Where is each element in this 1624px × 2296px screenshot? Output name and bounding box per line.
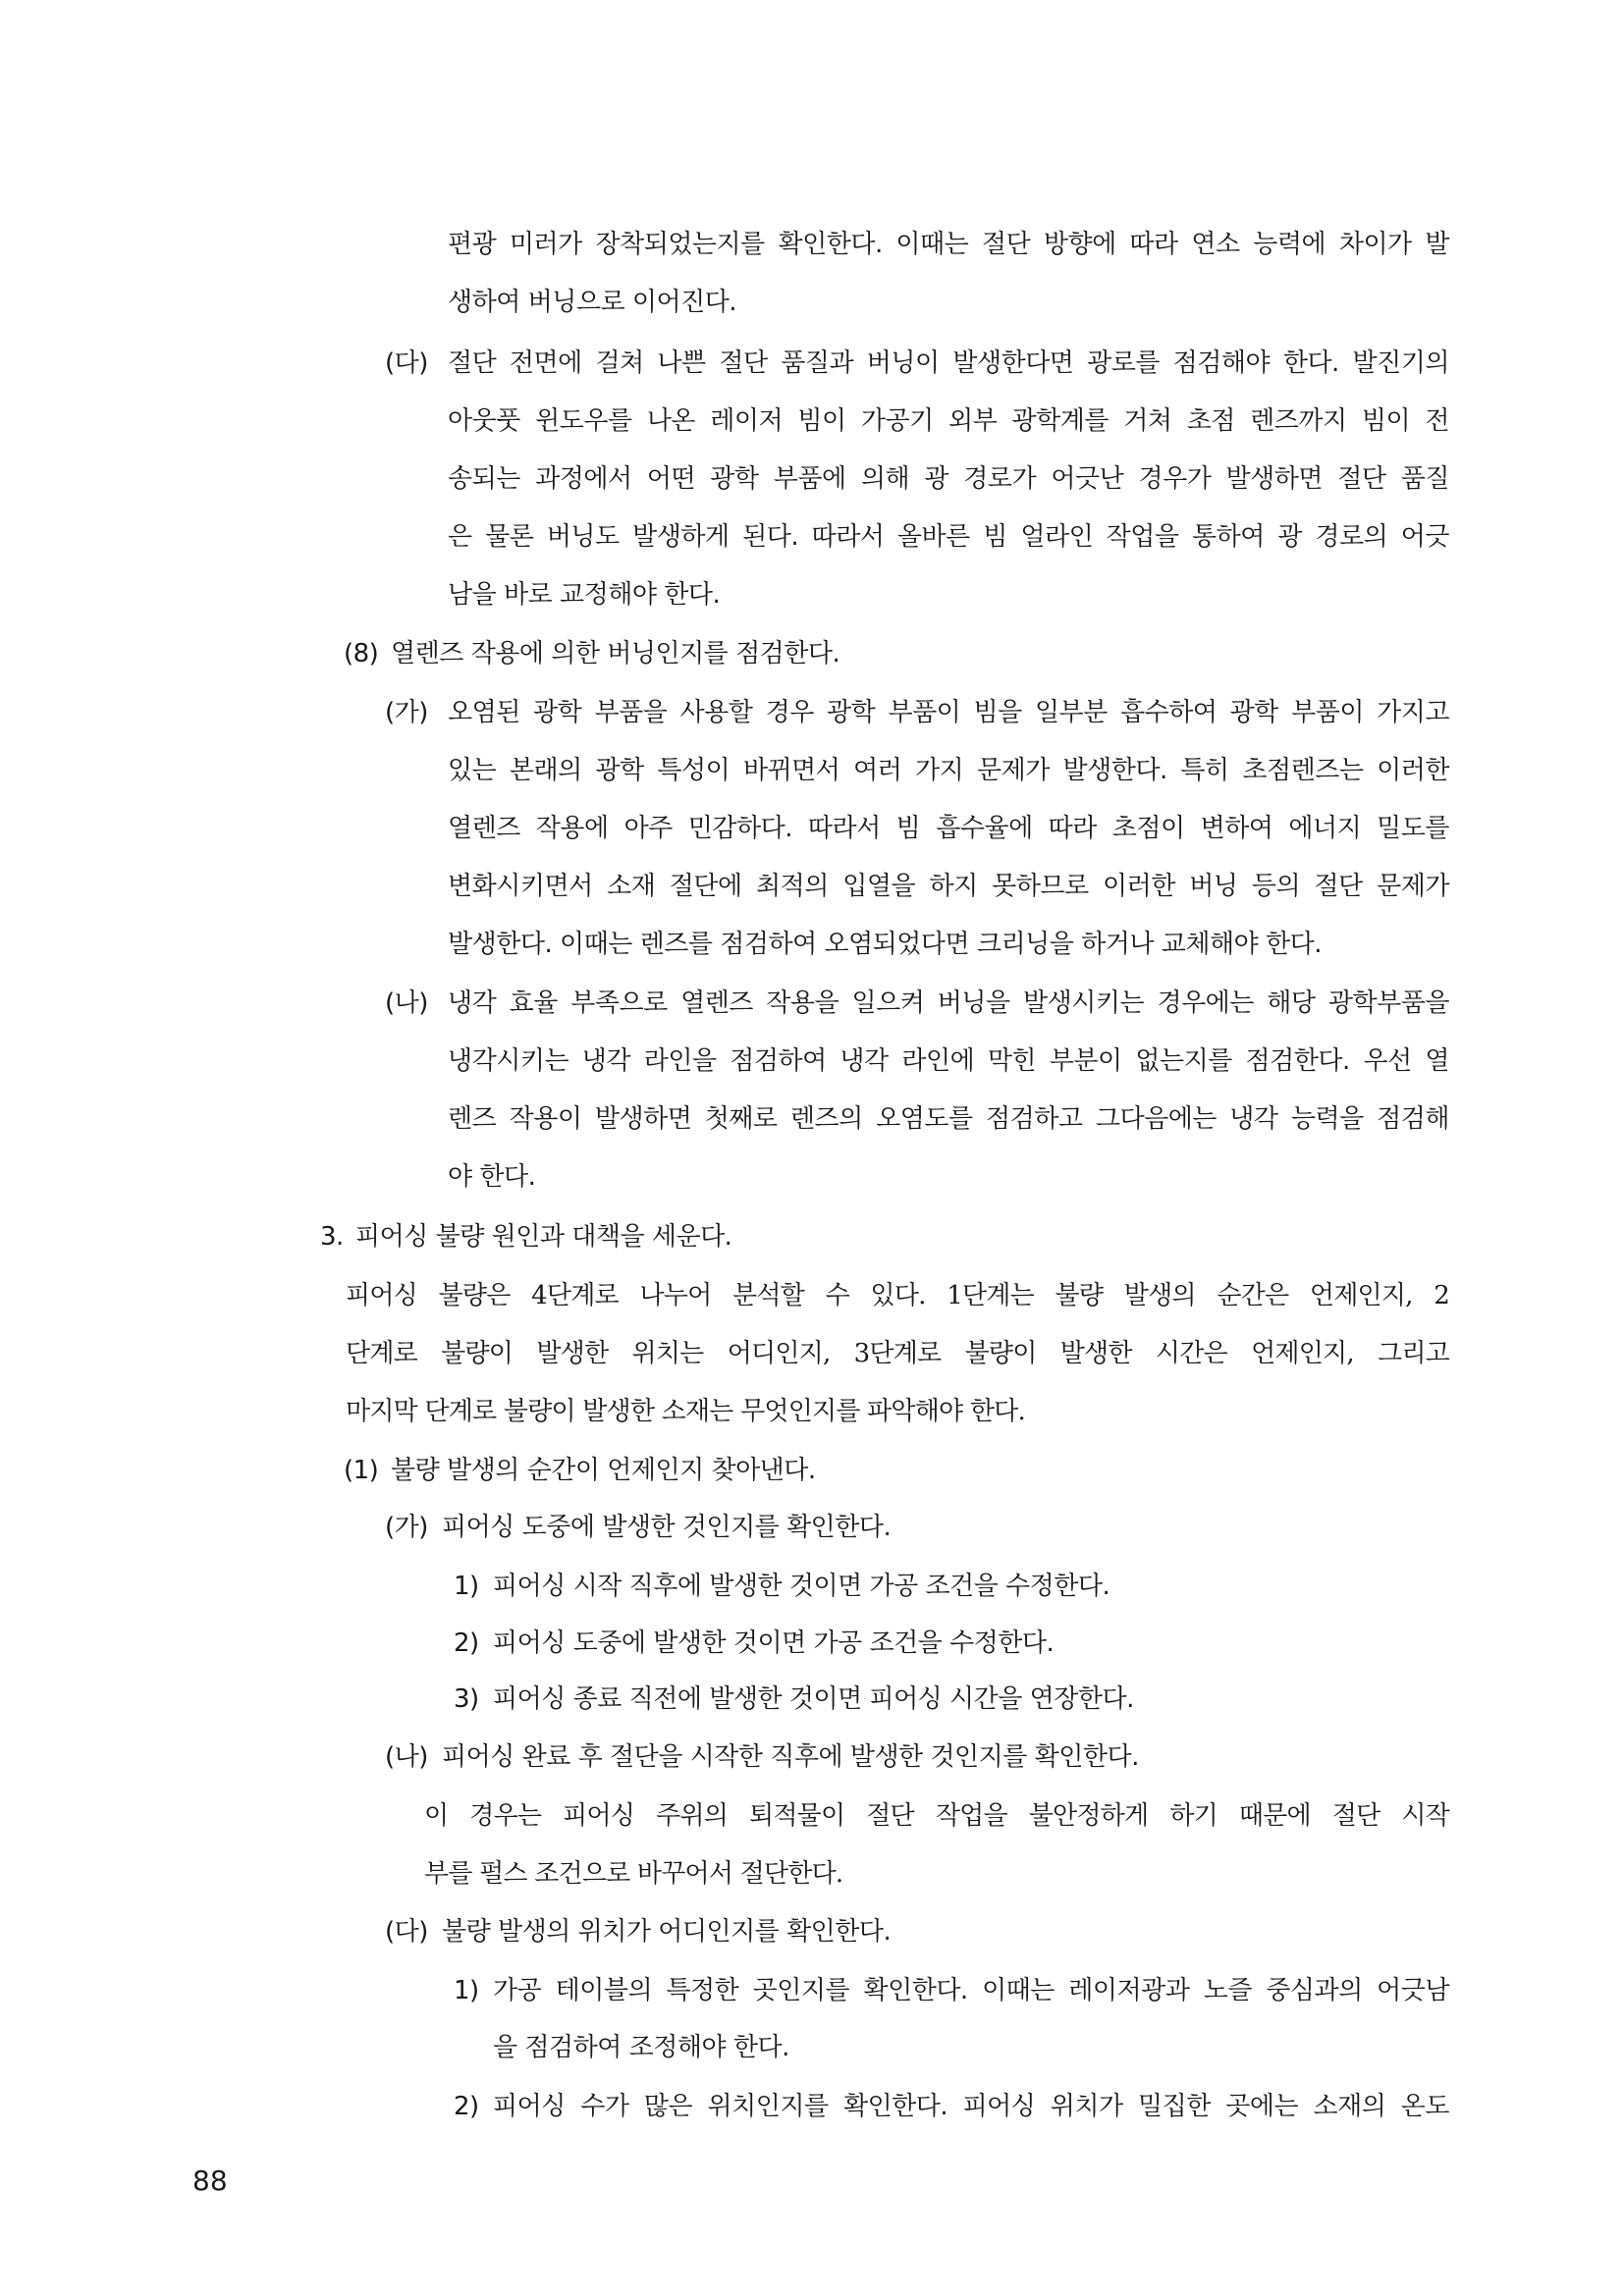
text-line: 은 물론 버닝도 발생하게 된다. 따라서 올바른 빔 얼라인 작업을 통하여 광 경로의 어긋 xyxy=(448,522,1449,552)
text-line: 피어싱 완료 후 절단을 시작한 직후에 발생한 것인지를 확인한다. xyxy=(442,1742,1139,1772)
text-line: 피어싱 시작 직후에 발생한 것이면 가공 조건을 수정한다. xyxy=(493,1572,1110,1601)
text-line: 냉각 효율 부족으로 열렌즈 작용을 일으켜 버닝을 발생시키는 경우에는 해당 광학부품을 xyxy=(448,988,1449,1018)
text-line: 피어싱 도중에 발생한 것이면 가공 조건을 수정한다. xyxy=(493,1629,1055,1658)
list-marker: (1) xyxy=(344,1456,379,1485)
text-line: 열렌즈 작용에 아주 민감하다. 따라서 빔 흡수율에 따라 초점이 변하여 에너지 밀도를 xyxy=(448,814,1449,843)
text-line: 오염된 광학 부품을 사용할 경우 광학 부품이 빔을 일부분 흡수하여 광학 부품이 가지고 xyxy=(448,698,1449,727)
text-line: 단계로 불량이 발생한 위치는 어디인지, 3단계로 불량이 발생한 시간은 언제인지, 그리고 xyxy=(346,1339,1449,1368)
list-marker: 1) xyxy=(454,1572,479,1601)
text-line: 변화시키면서 소재 절단에 최적의 입열을 하지 못하므로 이러한 버닝 등의 절단 문제가 xyxy=(448,872,1449,901)
list-marker: (나) xyxy=(385,988,428,1018)
text-line: 피어싱 종료 직전에 발생한 것이면 피어싱 시간을 연장한다. xyxy=(493,1684,1134,1714)
text-line: 송되는 과정에서 어떤 광학 부품에 의해 광 경로가 어긋난 경우가 발생하면 절단 품질 xyxy=(448,464,1449,494)
list-marker: (나) xyxy=(385,1742,428,1772)
text-line: 발생한다. 이때는 렌즈를 점검하여 오염되었다면 크리닝을 하거나 교체해야 한다. xyxy=(448,930,1322,959)
subheading-text: 불량 발생의 순간이 언제인지 찾아낸다. xyxy=(391,1456,816,1485)
list-marker: (가) xyxy=(385,1513,428,1542)
text-line: 이 경우는 피어싱 주위의 퇴적물이 절단 작업을 불안정하게 하기 때문에 절단 시작 xyxy=(424,1801,1449,1831)
text-line: 피어싱 도중에 발생한 것인지를 확인한다. xyxy=(442,1513,892,1542)
list-marker: 1) xyxy=(454,1976,479,2005)
list-marker: 2) xyxy=(454,2092,479,2121)
section-number: 3. xyxy=(320,1222,344,1252)
text-line: 냉각시키는 냉각 라인을 점검하여 냉각 라인에 막힌 부분이 없는지를 점검한다. 우선 열 xyxy=(448,1046,1449,1076)
list-marker: (다) xyxy=(385,1917,428,1947)
text-line: 부를 펄스 조건으로 바꾸어서 절단한다. xyxy=(424,1859,843,1889)
list-marker: 2) xyxy=(454,1629,479,1658)
section-title: 피어싱 불량 원인과 대책을 세운다. xyxy=(355,1222,732,1252)
text-line: 절단 전면에 걸쳐 나쁜 절단 품질과 버닝이 발생한다면 광로를 점검해야 한다. 발진기의 xyxy=(448,348,1449,378)
text-line: 야 한다. xyxy=(448,1162,536,1192)
text-line: 피어싱 수가 많은 위치인지를 확인한다. 피어싱 위치가 밀집한 곳에는 소재의 온도 xyxy=(493,2092,1449,2121)
list-marker: (다) xyxy=(385,348,428,378)
list-marker: 3) xyxy=(454,1684,479,1714)
text-line: 을 점검하여 조정해야 한다. xyxy=(493,2033,789,2062)
text-line: 마지막 단계로 불량이 발생한 소재는 무엇인지를 파악해야 한다. xyxy=(346,1397,1025,1426)
text-line: 생하여 버닝으로 이어진다. xyxy=(448,288,737,317)
text-line: 있는 본래의 광학 특성이 바뀌면서 여러 가지 문제가 발생한다. 특히 초점렌즈는 이러한 xyxy=(448,756,1449,785)
text-line: 편광 미러가 장착되었는지를 확인한다. 이때는 절단 방향에 따라 연소 능력에 차이가 발 xyxy=(448,230,1449,259)
text-line: 렌즈 작용이 발생하면 첫째로 렌즈의 오염도를 점검하고 그다음에는 냉각 능력을 점검해 xyxy=(448,1104,1449,1134)
list-marker: (8) xyxy=(344,639,379,668)
text-line: 불량 발생의 위치가 어디인지를 확인한다. xyxy=(442,1917,892,1947)
text-line: 가공 테이블의 특정한 곳인지를 확인한다. 이때는 레이저광과 노즐 중심과의 어긋남 xyxy=(493,1976,1449,2005)
text-line: 남을 바로 교정해야 한다. xyxy=(448,580,721,610)
subheading-text: 열렌즈 작용에 의한 버닝인지를 점검한다. xyxy=(391,639,840,668)
page-number: 88 xyxy=(192,2164,228,2197)
text-line: 아웃풋 윈도우를 나온 레이저 빔이 가공기 외부 광학계를 거쳐 초점 렌즈까지 빔이 전 xyxy=(448,406,1449,436)
list-marker: (가) xyxy=(385,698,428,727)
text-line: 피어싱 불량은 4단계로 나누어 분석할 수 있다. 1단계는 불량 발생의 순간은 언제인지, 2 xyxy=(346,1281,1449,1310)
